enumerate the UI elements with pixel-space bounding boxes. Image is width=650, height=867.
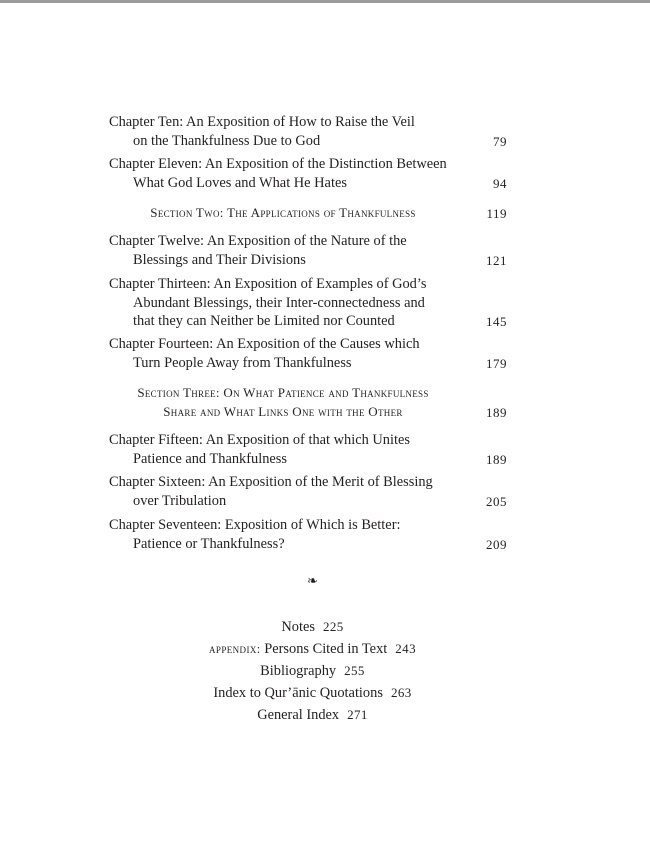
page-number: 255	[344, 663, 365, 678]
back-matter-appendix[interactable]	[0, 638, 625, 660]
section-heading: Section Two: The Applications of Thankfulness	[150, 205, 416, 220]
entry-line: that they can Neither be Limited nor Counted	[133, 313, 395, 329]
entry-line: Chapter Fifteen: An Exposition of that which Unites	[109, 432, 410, 448]
back-matter-list	[0, 616, 625, 726]
top-rule	[0, 0, 650, 3]
page-number: 145	[486, 314, 507, 329]
page-number: 179	[486, 355, 507, 371]
entry-line: Chapter Ten: An Exposition of How to Raise the Veil	[109, 114, 415, 130]
entry-line: Turn People Away from Thankfulness	[133, 354, 352, 371]
page-number: 79	[493, 133, 507, 149]
back-matter-label: Bibliography	[260, 663, 337, 679]
entry-line: Chapter Sixteen: An Exposition of the Merit of Blessing	[109, 474, 433, 490]
toc-entry-chapter-fifteen[interactable]	[109, 431, 507, 468]
page-number: 121	[486, 252, 507, 268]
toc-entry-chapter-twelve[interactable]	[109, 232, 507, 269]
toc-entry-chapter-fourteen[interactable]	[109, 335, 507, 372]
entry-line: over Tribulation	[133, 492, 227, 509]
appendix-prefix: appendix:	[209, 642, 261, 656]
back-matter-label: Notes	[281, 619, 315, 635]
entry-line: Chapter Thirteen: An Exposition of Examples of God’s	[109, 276, 427, 292]
back-matter-label: General Index	[257, 707, 340, 723]
section-heading: Share and What Links One with the Other	[163, 403, 403, 419]
section-heading: Section Three: On What Patience and Thankfulness	[137, 385, 429, 400]
back-matter-bibliography[interactable]	[0, 660, 625, 682]
toc-section-three[interactable]	[109, 384, 507, 421]
page-number: 225	[322, 619, 344, 634]
page-number: 271	[347, 707, 368, 722]
page-number: 205	[486, 493, 507, 509]
toc-entry-chapter-ten[interactable]	[109, 113, 507, 150]
page-number: 189	[486, 451, 507, 467]
entry-line: Patience and Thankfulness	[133, 450, 287, 467]
entry-line: on the Thankfulness Due to God	[133, 132, 321, 149]
page-number: 263	[390, 685, 412, 700]
page-number: 94	[493, 175, 507, 191]
back-matter-label: Index to Qur’ānic Quotations	[213, 685, 383, 701]
page-number: 209	[486, 536, 507, 552]
page-number: 119	[486, 206, 507, 221]
page-number: 189	[486, 404, 507, 420]
entry-line: Chapter Fourteen: An Exposition of the Causes which	[109, 336, 420, 352]
page-number: 243	[395, 641, 416, 656]
entry-line: Chapter Eleven: An Exposition of the Distinction Between	[109, 156, 447, 172]
toc-entry-chapter-seventeen[interactable]	[109, 516, 507, 553]
toc-entry-chapter-thirteen[interactable]	[109, 275, 507, 331]
back-matter-quran-index[interactable]	[0, 682, 625, 704]
back-matter-notes[interactable]	[0, 616, 625, 638]
back-matter-label: Persons Cited in Text	[264, 641, 388, 657]
fleuron-ornament-icon: ❧	[307, 573, 318, 588]
entry-line: Chapter Twelve: An Exposition of the Nature of the	[109, 233, 407, 249]
entry-line: What God Loves and What He Hates	[133, 174, 347, 191]
entry-line: Chapter Seventeen: Exposition of Which is Better:	[109, 517, 401, 533]
toc-entry-chapter-sixteen[interactable]	[109, 473, 507, 510]
back-matter-general-index[interactable]	[0, 704, 625, 726]
toc-section-two[interactable]	[109, 204, 507, 223]
entry-line: Blessings and Their Divisions	[133, 251, 306, 268]
entry-line: Abundant Blessings, their Inter-connectedness and	[133, 294, 425, 311]
toc-entry-chapter-eleven[interactable]	[109, 155, 507, 192]
entry-line: Patience or Thankfulness?	[133, 535, 285, 552]
